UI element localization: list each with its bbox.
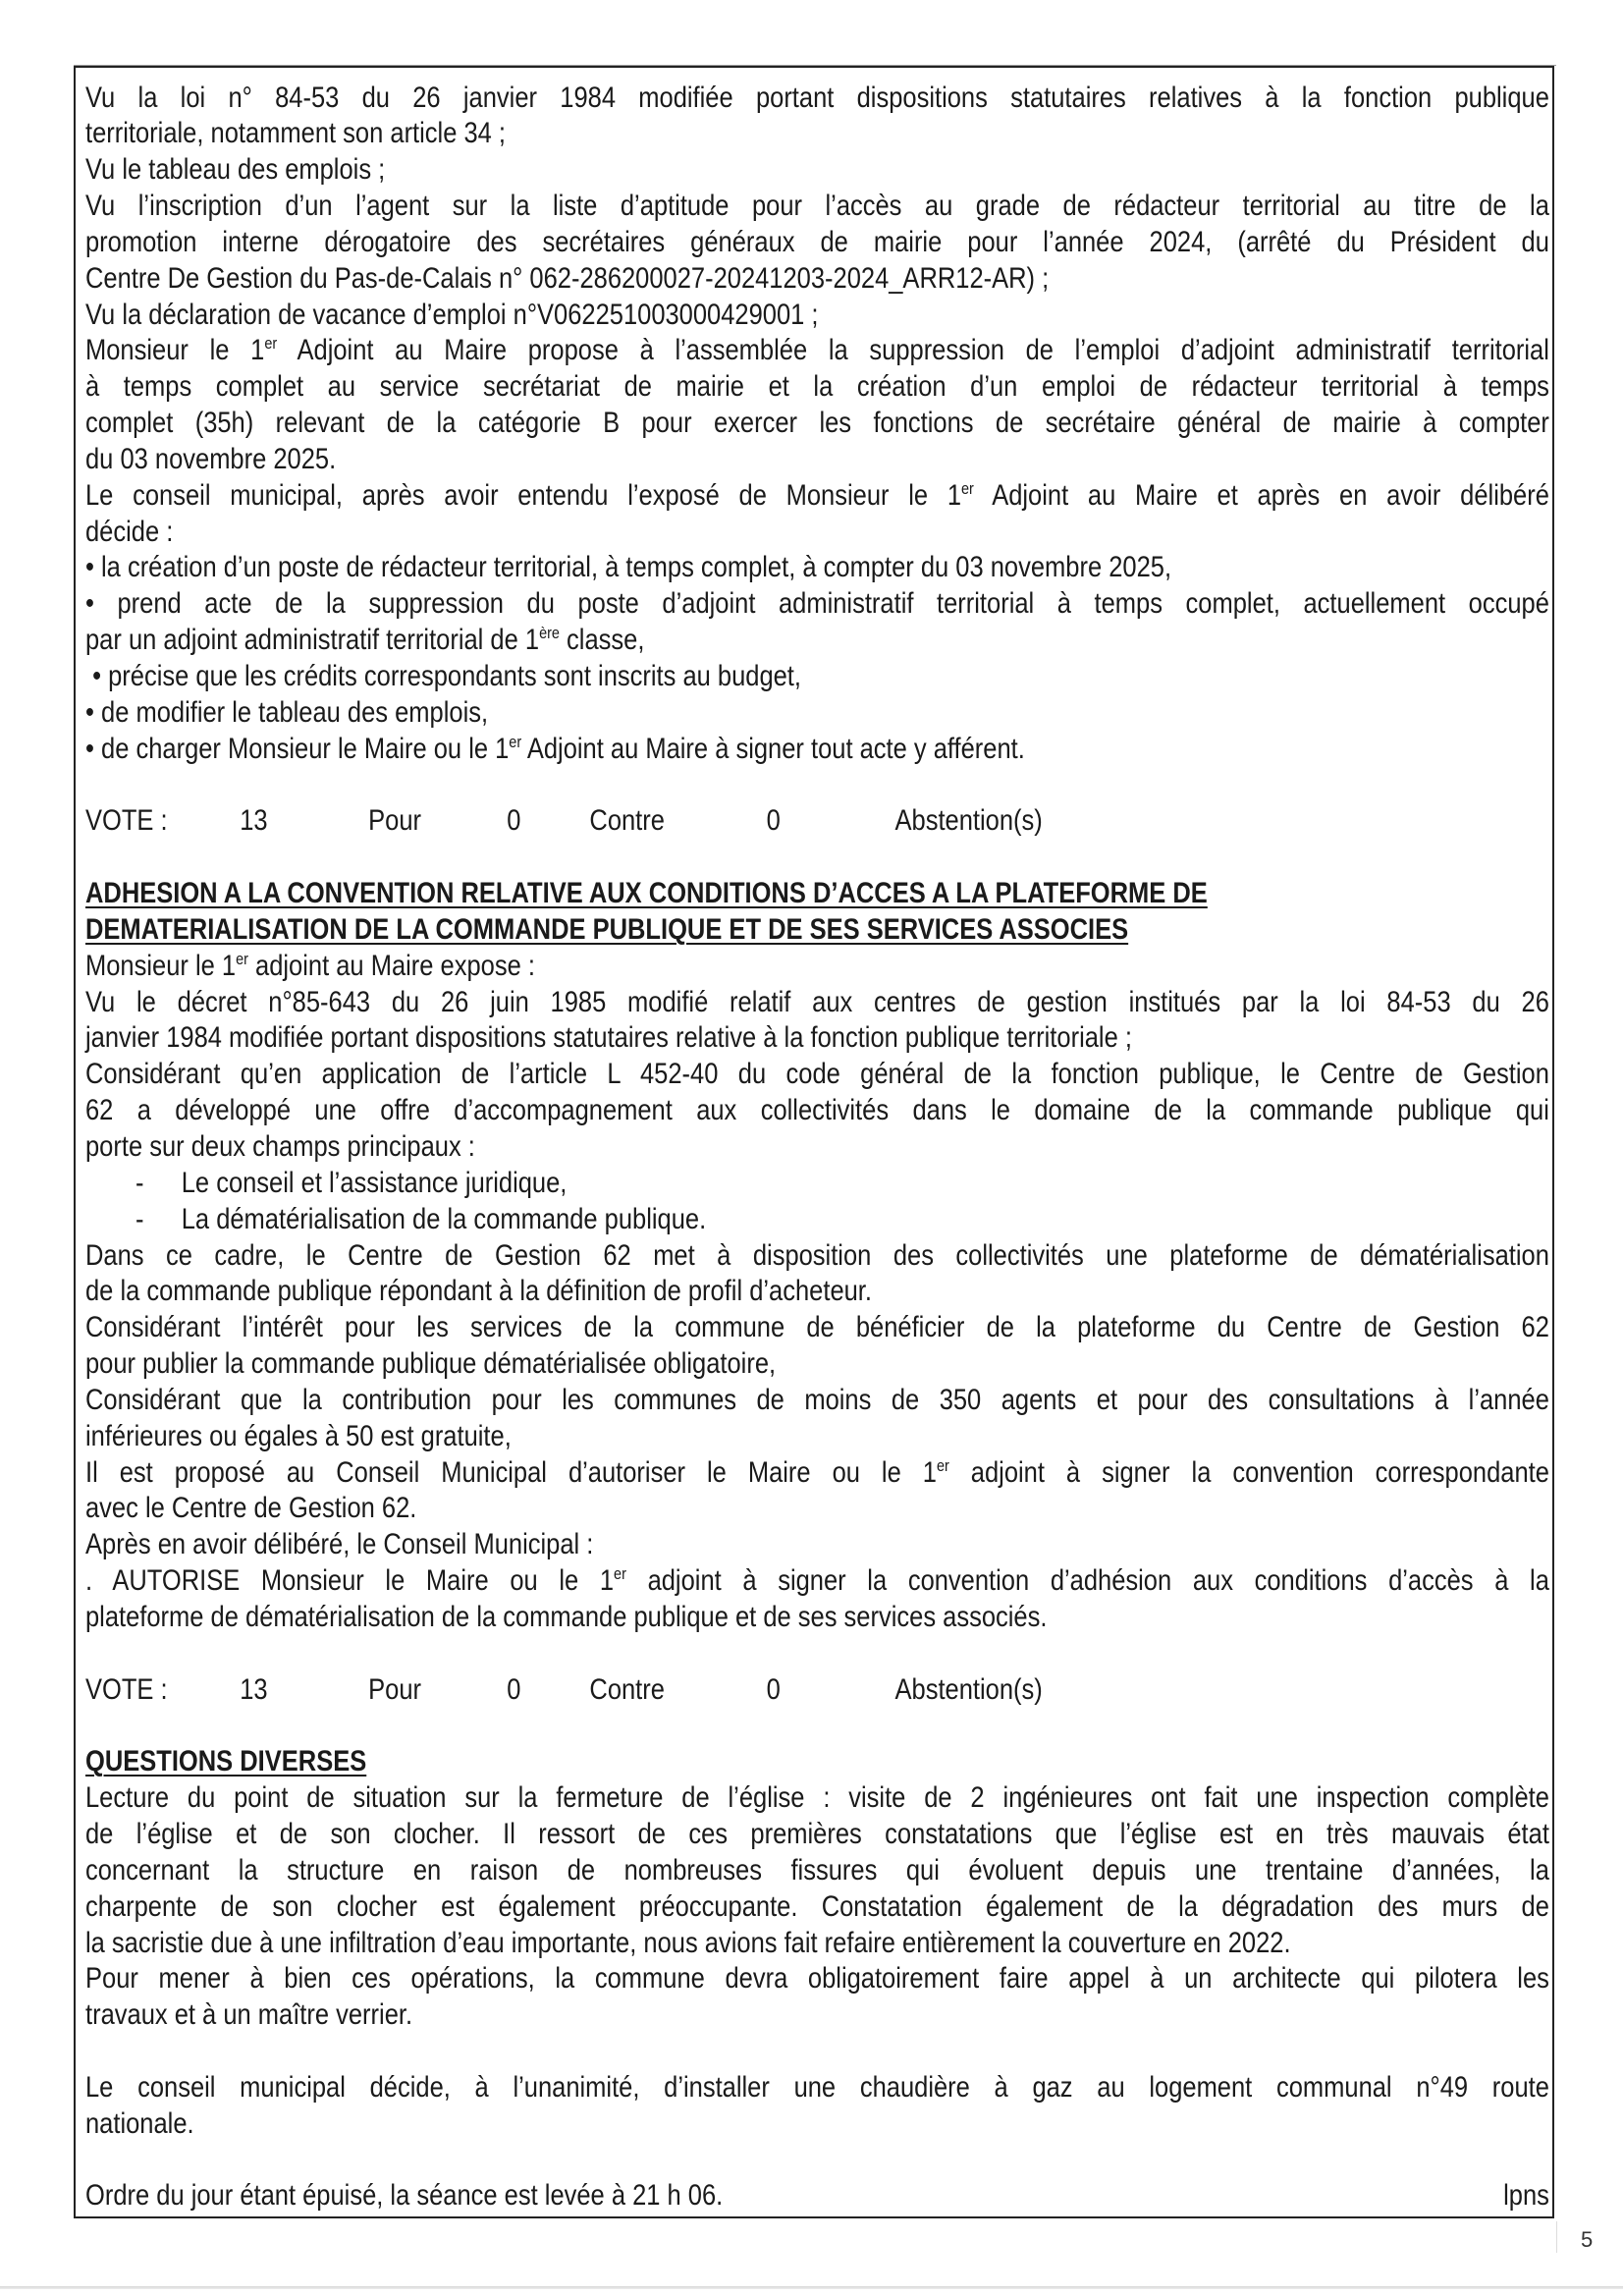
expose-line <box>85 949 1549 985</box>
authorisation-line: plateforme de dématérialisation de la commande publique et de ses services associés. <box>85 1600 1048 1633</box>
bullet-text: classe, <box>559 624 645 657</box>
considerant-line: Vu le décret n°85-643 du 26 juin 1985 modifié relatif aux centres de gestion institués par la loi 84-53 du 26 <box>85 985 1549 1018</box>
vote-label: VOTE : <box>85 1672 168 1706</box>
legal-reference-line: territoriale, notamment son article 34 ; <box>85 117 507 150</box>
page-number: 5 <box>1581 2227 1594 2252</box>
legal-reference-line: Vu la loi n° 84-53 du 26 janvier 1984 modifiée portant dispositions statutaires relatives à la fonction publique <box>85 81 1549 114</box>
vote-against-label: Contre <box>589 804 665 838</box>
vote-abstain-label: Abstention(s) <box>894 804 1043 838</box>
decision-bullet: • de modifier le tableau des emplois, <box>85 695 489 729</box>
bullet-text: par un adjoint administratif territorial de 1 <box>85 624 540 657</box>
church-report-line: de l’église et de son clocher. Il ressort de ces premières constatations que l’église est en très mauvais état <box>85 1818 1549 1850</box>
dash-item-text: La dématérialisation de la commande publique. <box>181 1202 707 1235</box>
section-post-creation <box>85 81 1549 877</box>
decision-bullet: • prend acte de la suppression du poste d’adjoint administratif territorial à temps complet, actuellement occupé <box>85 587 1549 621</box>
initials-mark: lpns <box>1503 2179 1549 2213</box>
church-report-line: Lecture du point de situation sur la fermeture de l’église : visite de 2 ingénieures ont fait une inspection complète <box>85 1781 1549 1815</box>
considerant-line: de la commande publique répondant à la définition de profil d’acheteur. <box>85 1275 872 1308</box>
decision-text: Le conseil municipal, après avoir entendu l’exposé de Monsieur le 1 <box>85 478 962 512</box>
decision-bullet-continuation <box>85 623 1549 659</box>
ordinal-superscript: er <box>509 732 522 751</box>
vote-for-label: Pour <box>368 804 422 838</box>
vote-result-row <box>85 1672 1549 1709</box>
decision-bullet <box>85 732 1549 768</box>
blank-line <box>85 768 1549 804</box>
considerant-line: Considérant l’intérêt pour les services de la commune de bénéficier de la plateforme du Centre de Gestion 62 <box>85 1311 1549 1344</box>
considerant-line: porte sur deux champs principaux : <box>85 1129 475 1163</box>
church-report-line: charpente de son clocher est également préoccupante. Constatation également de la dégradation des murs de <box>85 1889 1549 1923</box>
proposal-line <box>85 1455 1549 1492</box>
vote-abstain-label: Abstention(s) <box>894 1672 1043 1706</box>
vote-against-count: 0 <box>507 804 521 838</box>
decision-text: Adjoint au Maire et après en avoir délibéré <box>973 478 1549 512</box>
legal-reference-line: Vu la déclaration de vacance d’emploi n°V062251003000429001 ; <box>85 298 819 331</box>
bullet-text: Adjoint au Maire à signer tout acte y afférent. <box>521 732 1025 765</box>
section-heading-text: QUESTIONS DIVERSES <box>85 1745 367 1778</box>
ordinal-superscript: er <box>936 1455 949 1475</box>
vote-for-count: 13 <box>240 804 268 838</box>
vote-against-label: Contre <box>589 1672 665 1706</box>
blank-line <box>85 2034 1549 2070</box>
dash-marker: - <box>135 1202 144 1235</box>
deliberation-line: Après en avoir délibéré, le Conseil Municipal : <box>85 1528 594 1561</box>
vote-for-label: Pour <box>368 1672 422 1706</box>
boiler-decision-line: Le conseil municipal décide, à l’unanimité, d’installer une chaudière à gaz au logement communal n°49 route <box>85 2070 1549 2104</box>
authorisation-line <box>85 1563 1549 1600</box>
legal-reference-line: Centre De Gestion du Pas-de-Calais n° 062-286200027-20241203-2024_ARR12-AR) ; <box>85 261 1050 295</box>
proposal-text: Il est proposé au Conseil Municipal d’autoriser le Maire ou le 1 <box>85 1455 937 1489</box>
decision-intro-line: décide : <box>85 515 174 548</box>
church-report-line: travaux et à un maître verrier. <box>85 1998 413 2032</box>
vote-label: VOTE : <box>85 804 168 838</box>
proposal-line: avec le Centre de Gestion 62. <box>85 1492 417 1525</box>
blank-line <box>85 840 1549 876</box>
proposal-line: du 03 novembre 2025. <box>85 442 337 475</box>
section-questions-diverses <box>85 1744 1549 2214</box>
ordinal-superscript: er <box>614 1564 626 1584</box>
considerant-line: Considérant qu’en application de l’article L 452-40 du code général de la fonction publique, le Centre de Gestion <box>85 1058 1549 1091</box>
ordinal-superscript: ère <box>539 624 560 643</box>
church-report-line: concernant la structure en raison de nombreuses fissures qui évoluent depuis une trentaine d’années, la <box>85 1853 1549 1886</box>
bullet-text: • de charger Monsieur le Maire ou le 1 <box>85 732 510 765</box>
section-convention-adhesion <box>85 876 1549 1744</box>
ordinal-superscript: er <box>961 478 974 498</box>
legal-reference-line: promotion interne dérogatoire des secrétaires généraux de mairie pour l’année 2024, (arrêté du Président du <box>85 225 1549 258</box>
ordinal-superscript: er <box>236 949 248 968</box>
legal-reference-line: Vu le tableau des emplois ; <box>85 153 386 187</box>
decision-intro-line <box>85 478 1549 515</box>
scan-edge-line <box>0 2286 1623 2289</box>
dash-list-item <box>85 1202 1549 1238</box>
vote-abstain-count: 0 <box>766 804 781 838</box>
decision-bullet: • la création d’un poste de rédacteur territorial, à temps complet, à compter du 03 novembre 2025, <box>85 551 1172 584</box>
church-report-line: Pour mener à bien ces opérations, la commune devra obligatoirement faire appel à un architecte qui pilotera les <box>85 1962 1549 1995</box>
considerant-line: Dans ce cadre, le Centre de Gestion 62 met à disposition des collectivités une plateforme de dématérialisation <box>85 1238 1549 1272</box>
proposal-text: Adjoint au Maire propose à l’assemblée la suppression de l’emploi d’adjoint administratif territorial <box>277 334 1549 367</box>
minutes-body <box>85 81 1549 2215</box>
dash-list-item <box>85 1166 1549 1202</box>
authorisation-text: adjoint à signer la convention d’adhésion aux conditions d’accès à la <box>625 1564 1549 1598</box>
dash-marker: - <box>135 1166 144 1199</box>
ordinal-superscript: er <box>264 334 278 354</box>
section-heading-text: ADHESION A LA CONVENTION RELATIVE AUX CONDITIONS D’ACCES A LA PLATEFORME DE <box>85 877 1208 910</box>
closing-line <box>85 2178 1549 2214</box>
considerant-line: pour publier la commande publique dématérialisée obligatoire, <box>85 1347 777 1381</box>
vote-against-count: 0 <box>507 1672 521 1706</box>
considerant-line: 62 a développé une offre d’accompagnement aux collectivités dans le domaine de la commande publique qui <box>85 1094 1549 1127</box>
considerant-line: janvier 1984 modifiée portant dispositions statutaires relative à la fonction publique territoriale ; <box>85 1021 1132 1055</box>
proposal-line <box>85 333 1549 369</box>
section-heading <box>85 876 1549 912</box>
expose-text: Monsieur le 1 <box>85 949 237 982</box>
proposal-text: adjoint à signer la convention correspondante <box>948 1455 1549 1489</box>
considerant-line: Considérant que la contribution pour les communes de moins de 350 agents et pour des consultations à l’année <box>85 1383 1549 1416</box>
section-heading <box>85 912 1549 949</box>
considerant-line: inférieures ou égales à 50 est gratuite, <box>85 1419 512 1452</box>
vote-abstain-count: 0 <box>766 1672 781 1706</box>
boiler-decision-line: nationale. <box>85 2106 194 2140</box>
section-heading-text: DEMATERIALISATION DE LA COMMANDE PUBLIQUE ET DE SES SERVICES ASSOCIES <box>85 912 1129 946</box>
legal-reference-line: Vu l’inscription d’un l’agent sur la liste d’aptitude pour l’accès au grade de rédacteur territorial au titre de la <box>85 190 1549 223</box>
blank-line <box>85 1636 1549 1672</box>
blank-line <box>85 2143 1549 2179</box>
authorisation-text: . AUTORISE Monsieur le Maire ou le 1 <box>85 1564 615 1598</box>
proposal-line: complet (35h) relevant de la catégorie B pour exercer les fonctions de secrétaire général de mairie à compter <box>85 407 1549 440</box>
proposal-line: à temps complet au service secrétariat de mairie et la création d’un emploi de rédacteur territorial à temps <box>85 370 1549 404</box>
margin-mark <box>1556 2221 1557 2253</box>
vote-for-count: 13 <box>240 1672 268 1706</box>
vote-result-row <box>85 803 1549 840</box>
dash-item-text: Le conseil et l’assistance juridique, <box>181 1166 568 1199</box>
church-report-line: la sacristie due à une infiltration d’eau importante, nous avions fait refaire entièrement la couverture en 2022. <box>85 1926 1291 1959</box>
closing-text: Ordre du jour étant épuisé, la séance est levée à 21 h 06. <box>85 2179 724 2213</box>
blank-line <box>85 1708 1549 1744</box>
decision-bullet: • précise que les crédits correspondants sont inscrits au budget, <box>85 660 801 692</box>
proposal-text: Monsieur le 1 <box>85 334 265 367</box>
section-heading <box>85 1744 1549 1780</box>
expose-text: adjoint au Maire expose : <box>247 949 535 982</box>
